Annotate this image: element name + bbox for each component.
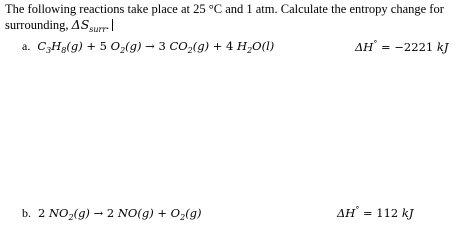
eq-b-r1-phase: (g) (73, 206, 90, 220)
enthalpy-b-superscript: ° (355, 205, 360, 215)
enthalpy-b-symbol: ΔH (337, 206, 356, 220)
eq-a-p2-phase: (l) (261, 39, 275, 53)
eq-b-p2-phase: (g) (185, 206, 202, 220)
question-line-2-text: surrounding, (5, 18, 72, 32)
enthalpy-a-equals: = (381, 40, 391, 54)
enthalpy-b-equals: = (363, 206, 373, 220)
eq-a-r1: C (37, 39, 47, 53)
delta-s-symbol: ΔS (71, 17, 90, 32)
problem-a-enthalpy (355, 40, 448, 54)
problem-a-label: a. (22, 39, 31, 53)
problem-a-equation (37, 39, 274, 53)
eq-a-r1-mid: H (51, 39, 62, 53)
eq-a-arrow: → (145, 39, 155, 53)
enthalpy-a-symbol: ΔH (355, 40, 374, 54)
eq-b-r1-sub: 2 (68, 213, 74, 222)
enthalpy-a-value: −2221 (394, 40, 434, 54)
enthalpy-b-unit: kJ (401, 206, 414, 220)
question-line-2 (5, 17, 463, 33)
eq-a-p1: CO (169, 39, 188, 53)
eq-b-r1: NO (48, 206, 69, 220)
eq-a-r2-sub: 2 (120, 46, 126, 55)
problem-b-label: b. (22, 206, 31, 220)
eq-a-r2: O (110, 39, 121, 53)
eq-b-arrow: → (93, 206, 104, 220)
eq-b-plus: + (157, 206, 167, 220)
text-cursor[interactable] (112, 19, 113, 31)
eq-a-r1-sub2: 8 (61, 46, 67, 55)
eq-a-p2: H (237, 39, 248, 53)
problem-b-equation (38, 206, 202, 220)
eq-b-p1-phase: (g) (137, 206, 154, 220)
eq-a-r1-phase: (g) (66, 39, 83, 53)
delta-s-tail: . (106, 18, 110, 32)
eq-b-p2: O (170, 206, 181, 220)
problem-b-enthalpy (337, 206, 414, 220)
problem-a (22, 39, 274, 54)
eq-a-p2-sub: 2 (247, 46, 253, 55)
eq-a-p1-sub: 2 (187, 46, 193, 55)
question-line-1: The following reactions take place at 25 °C and 1 atm. Calculate the entropy change for (5, 2, 444, 16)
eq-a-r1-sub1: 3 (46, 46, 52, 55)
eq-b-r1-coef: 2 (38, 206, 49, 220)
enthalpy-a-superscript: ° (373, 39, 378, 49)
problem-b (22, 206, 202, 221)
eq-a-p1-phase: (g) (192, 39, 210, 53)
eq-b-p2-sub: 2 (180, 213, 186, 222)
delta-s-subscript: surr (89, 25, 107, 34)
enthalpy-b-value: 112 (376, 206, 399, 220)
eq-a-plus1: + 5 (86, 39, 107, 53)
eq-b-p1: NO (117, 206, 138, 220)
eq-a-r2-phase: (g) (125, 39, 142, 53)
eq-b-p1-coef: 2 (106, 206, 118, 220)
eq-a-plus2: + 4 (212, 39, 234, 53)
eq-a-p1-coef: 3 (158, 39, 170, 53)
eq-a-p2-tail: O (252, 39, 262, 53)
enthalpy-a-unit: kJ (436, 40, 449, 54)
question-text (5, 1, 463, 33)
